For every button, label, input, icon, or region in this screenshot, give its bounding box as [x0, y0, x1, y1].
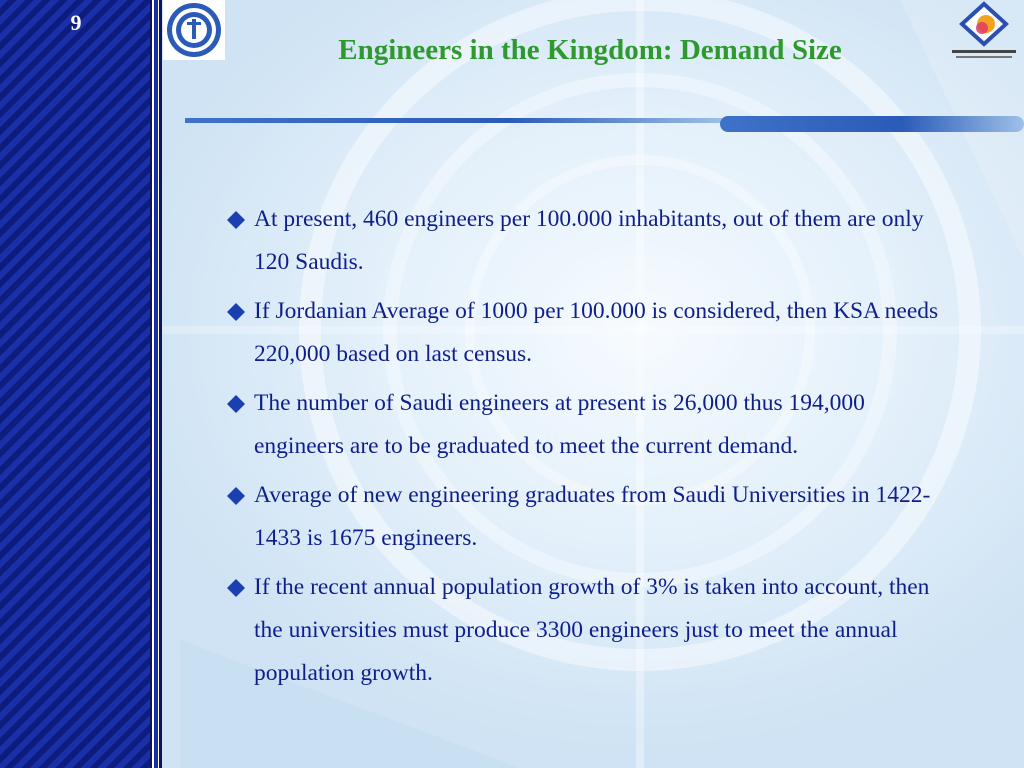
diamond-bullet-icon [226, 578, 246, 598]
bullet-item [224, 198, 944, 284]
diamond-bullet-icon [226, 486, 246, 506]
bullet-item [224, 290, 944, 376]
bullet-text: At present, 460 engineers per 100.000 inhabitants, out of them are only 120 Saudis. [254, 206, 924, 275]
title-underline [185, 114, 1024, 132]
council-of-engineers-logo [944, 0, 1024, 66]
slide-number: 9 [70, 10, 82, 35]
bullet-text: If the recent annual population growth of 3% is taken into account, then the universities must produce 3300 engineers just to meet the annual population growth. [254, 574, 930, 686]
diamond-bullet-icon [226, 302, 246, 322]
bullet-item [224, 566, 944, 695]
slide-title: Engineers in the Kingdom: Demand Size [338, 34, 842, 66]
university-seal-logo [163, 0, 225, 60]
bullet-item [224, 474, 944, 560]
bullet-item [224, 382, 944, 468]
left-sidebar [0, 0, 150, 768]
bullet-text: If Jordanian Average of 1000 per 100.000 is considered, then KSA needs 220,000 based on last census. [254, 298, 939, 367]
bullet-text: Average of new engineering graduates from Saudi Universities in 1422-1433 is 1675 engineers. [254, 482, 931, 551]
bullet-text: The number of Saudi engineers at present is 26,000 thus 194,000 engineers are to be graduated to meet the current demand. [254, 390, 865, 459]
diamond-bullet-icon [226, 394, 246, 414]
sidebar-border [150, 0, 162, 768]
diamond-bullet-icon [226, 210, 246, 230]
diamond-logo-icon [944, 0, 1024, 66]
seal-icon [163, 0, 225, 60]
bullet-list [224, 198, 944, 701]
